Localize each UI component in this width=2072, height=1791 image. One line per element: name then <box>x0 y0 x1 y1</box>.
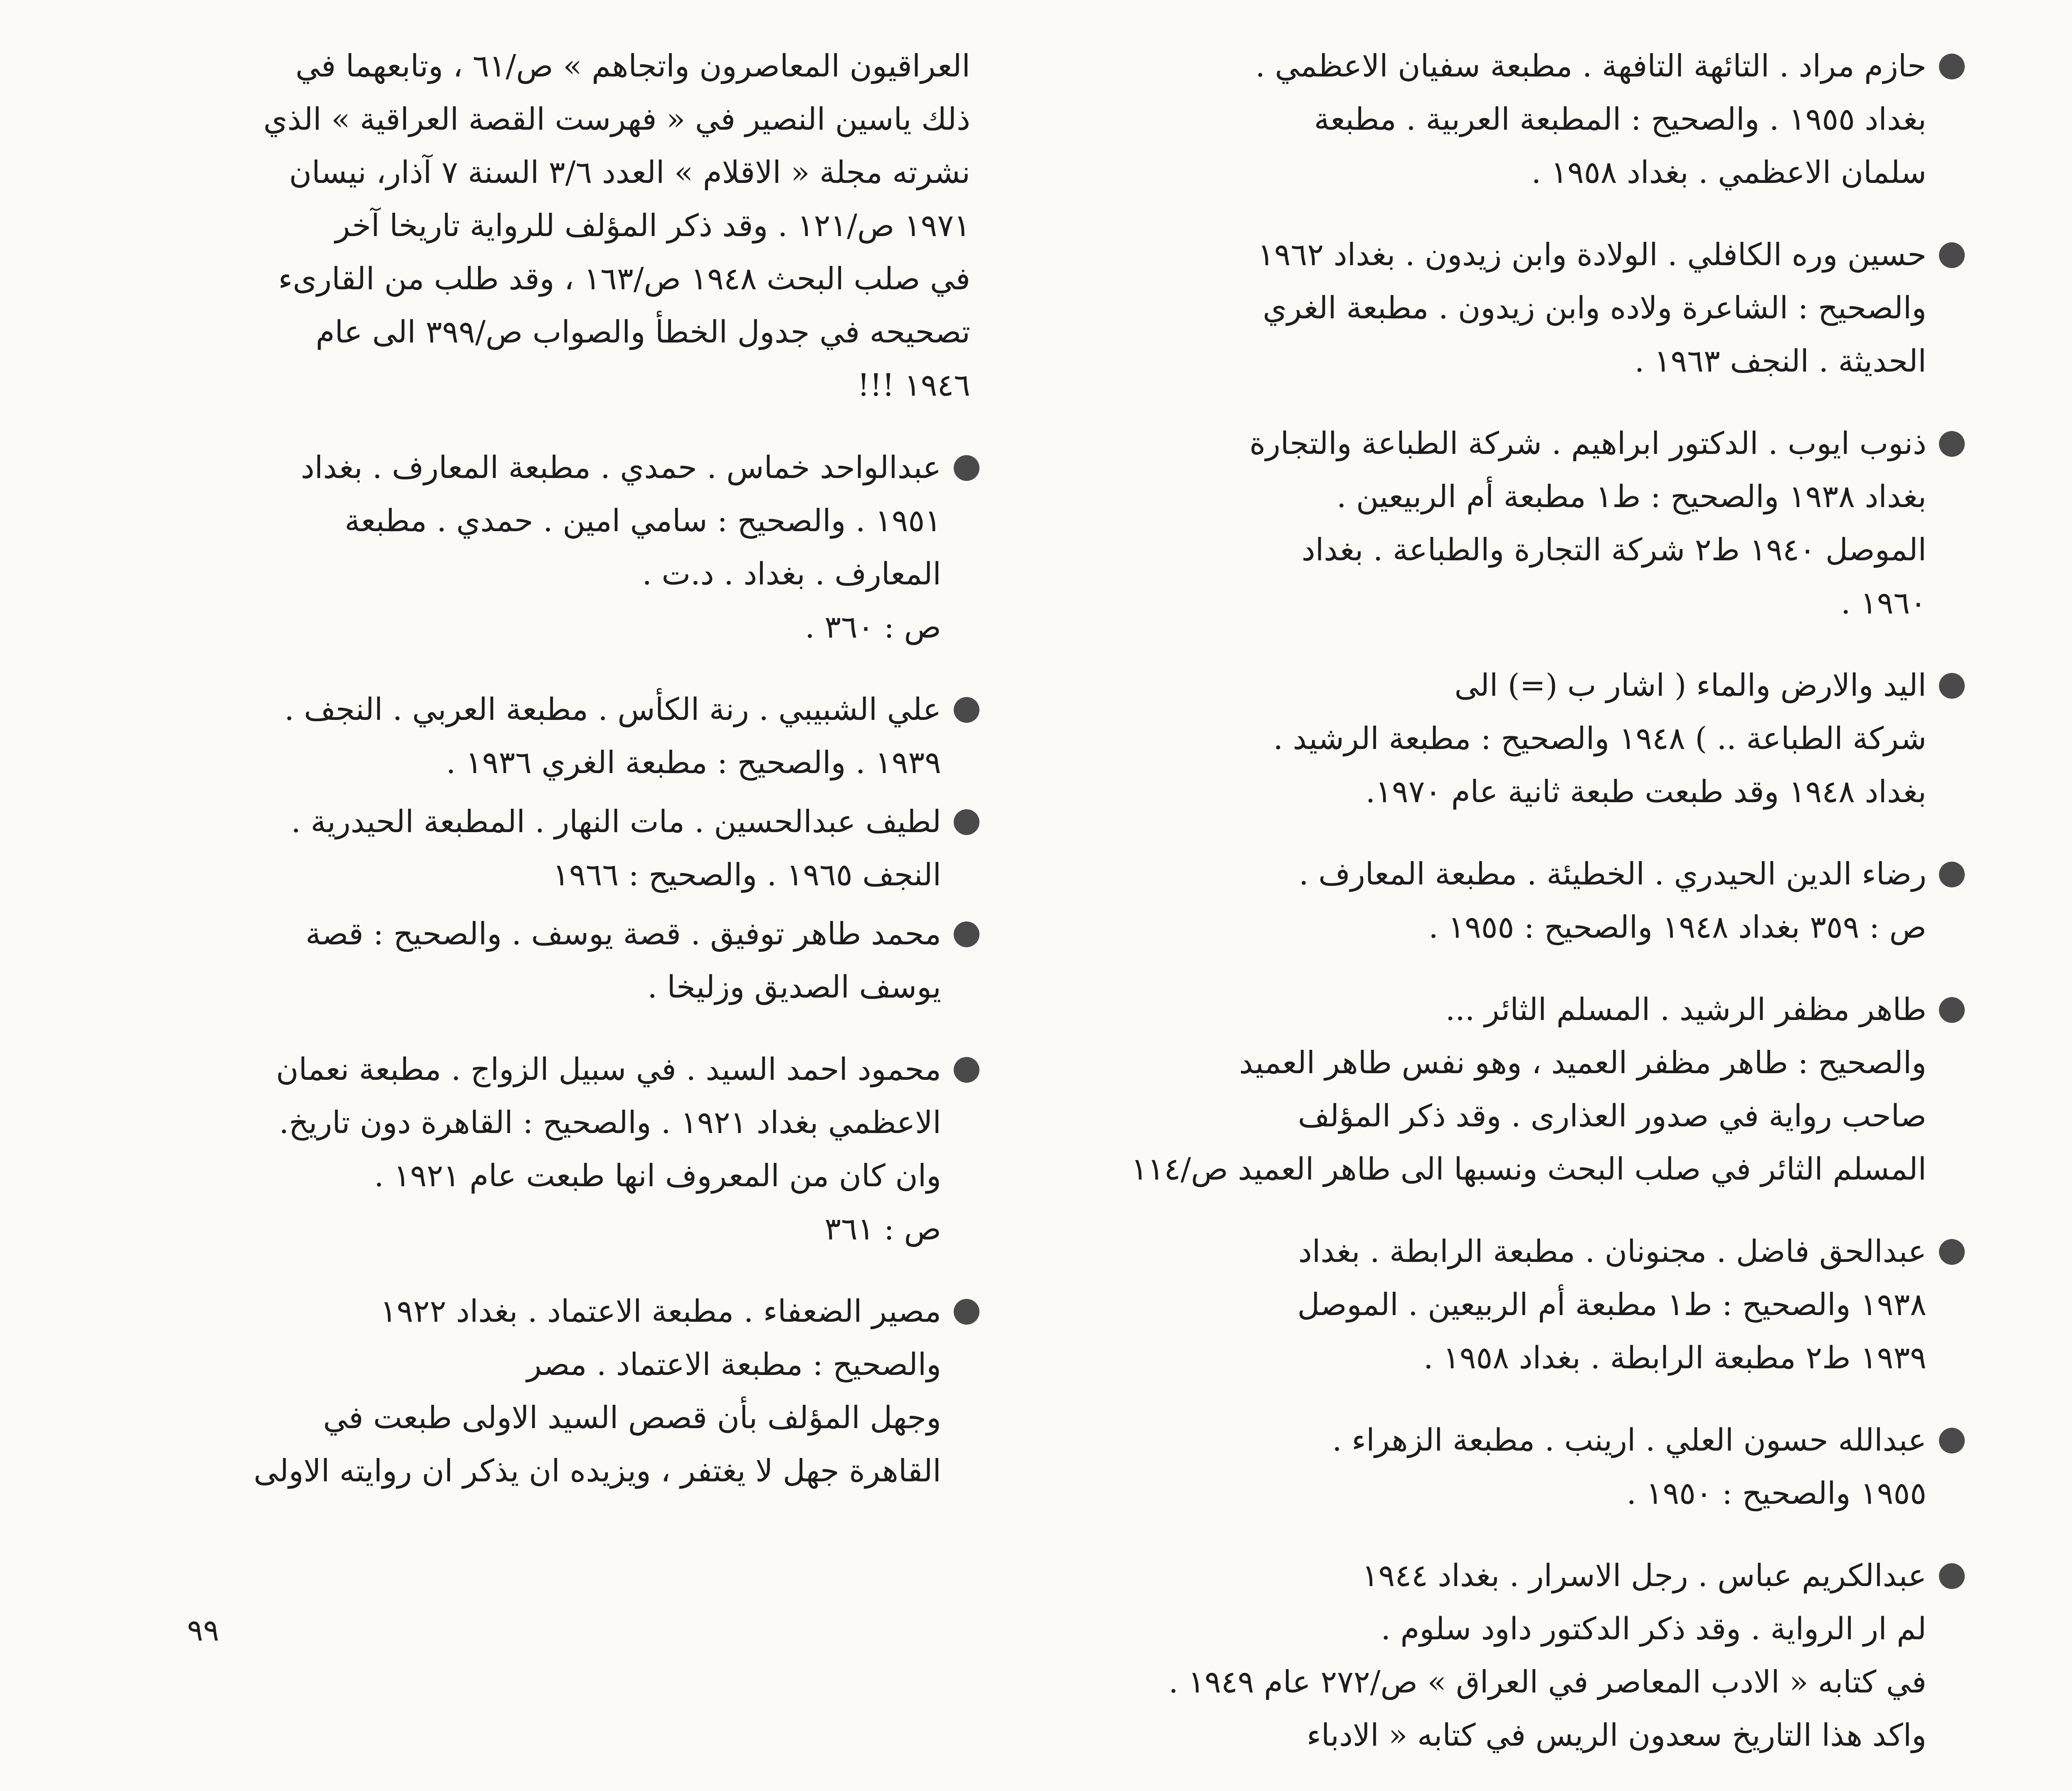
bullet-dot-icon <box>1939 1239 1965 1265</box>
bullet-dot-icon <box>1939 673 1965 699</box>
entry-text: ذنوب ايوب . الدكتور ابراهيم . شركة الطباعة والتجارة بغداد ١٩٣٨ والصحيح : ط١ مطبعة أم الربيعين . الموصل ١٩٤٠ ط٢ شركة التجارة والطباعة . بغداد ١٩٦٠ . <box>1249 426 1926 621</box>
bullet-dot-icon <box>954 1299 979 1325</box>
bibliography-entry <box>1016 417 1956 630</box>
entry-text: مصير الضعفاء . مطبعة الاعتماد . بغداد ١٩٢٢ والصحيح : مطبعة الاعتماد . مصر وجهل المؤلف بأن قصص السيد الاولى طبعت في القاهرة جهل لا يغتفر ، ويزيده ان يذكر ان روايته الاولى <box>254 1293 941 1489</box>
bibliography-entry <box>1016 983 1956 1196</box>
bibliography-entry <box>1016 659 1956 818</box>
entry-text: عبدالله حسون العلي . ارينب . مطبعة الزهراء . ١٩٥٥ والصحيح : ١٩٥٠ . <box>1332 1422 1926 1511</box>
entry-text: عبدالحق فاضل . مجنونان . مطبعة الرابطة . بغداد ١٩٣٨ والصحيح : ط١ مطبعة أم الربيعين . الموصل ١٩٣٩ ط٢ مطبعة الرابطة . بغداد ١٩٥٨ . <box>1297 1234 1926 1376</box>
entry-text: محمود احمد السيد . في سبيل الزواج . مطبعة نعمان الاعظمي بغداد ١٩٢١ . والصحيح : القاهرة دون تاريخ. وان كان من المعروف انها طبعت عام ١٩٢١ . ص : ٣٦١ <box>276 1052 941 1247</box>
bullet-dot-icon <box>1939 997 1965 1023</box>
bullet-dot-icon <box>954 455 979 481</box>
entry-text: حسين وره الكافلي . الولادة وابن زيدون . بغداد ١٩٦٢ والصحيح : الشاعرة ولاده وابن زيدون . مطبعة الغري الحديثة . النجف ١٩٦٣ . <box>1258 237 1926 379</box>
bibliography-entry <box>2 795 970 902</box>
bullet-dot-icon <box>1939 431 1965 457</box>
right-column <box>1016 39 1956 1791</box>
left-column <box>2 39 970 1527</box>
bibliography-entry <box>1016 1549 1956 1762</box>
bullet-dot-icon <box>1939 242 1965 268</box>
bullet-dot-icon <box>954 1057 979 1083</box>
entry-text: لطيف عبدالحسين . مات النهار . المطبعة الحيدرية . النجف ١٩٦٥ . والصحيح : ١٩٦٦ <box>291 804 941 893</box>
bullet-dot-icon <box>954 697 979 723</box>
entry-text: حازم مراد . التائهة التافهة . مطبعة سفيان الاعظمي . بغداد ١٩٥٥ . والصحيح : المطبعة العربية . مطبعة سلمان الاعظمي . بغداد ١٩٥٨ . <box>1255 48 1926 190</box>
entry-text: العراقيون المعاصرون واتجاهم » ص/٦١ ، وتابعهما في ذلك ياسين النصير في « فهرست القصة العراقية » الذي نشرته مجلة « الاقلام » العدد ٣/٦ السنة ٧ آذار، نيسان ١٩٧١ ص/١٢١ . وقد ذكر المؤلف للرواية تاريخا آخر في صلب البحث ١٩٤٨ ص/١٦٣ ، وقد طلب من القارىء تصحيحه في جدول الخطأ والصواب ص/٣٩٩ الى عام ١٩٤٦ !!! <box>263 48 970 403</box>
entry-text: عبدالكريم عباس . رجل الاسرار . بغداد ١٩٤٤ لم ار الرواية . وقد ذكر الدكتور داود سلوم . في كتابه « الادب المعاصر في العراق » ص/٢٧٢ عام ١٩٤٩ . واكد هذا التاريخ سعدون الريس في كتابه « الادباء <box>1168 1558 1926 1753</box>
bibliography-entry <box>2 683 970 789</box>
bibliography-entry <box>1016 228 1956 388</box>
entry-text: عبدالواحد خماس . حمدي . مطبعة المعارف . بغداد ١٩٥١ . والصحيح : سامي امين . حمدي . مطبعة المعارف . بغداد . د.ت . ص : ٣٦٠ . <box>301 450 941 645</box>
bibliography-entry <box>1016 847 1956 954</box>
bullet-dot-icon <box>1939 1563 1965 1589</box>
entry-text: رضاء الدين الحيدري . الخطيئة . مطبعة المعارف . ص : ٣٥٩ بغداد ١٩٤٨ والصحيح : ١٩٥٥ . <box>1299 856 1926 945</box>
bullet-dot-icon <box>954 921 979 947</box>
bibliography-entry <box>2 1043 970 1256</box>
entry-text: محمد طاهر توفيق . قصة يوسف . والصحيح : قصة يوسف الصديق وزليخا . <box>306 916 941 1005</box>
bibliography-entry <box>2 441 970 654</box>
bibliography-entry <box>2 1285 970 1498</box>
page-number: ٩٩ <box>187 1613 220 1648</box>
bullet-dot-icon <box>1939 1428 1965 1453</box>
entry-text: اليد والارض والماء ( اشار ب (=) الى شركة الطباعة .. ) ١٩٤٨ والصحيح : مطبعة الرشيد . بغداد ١٩٤٨ وقد طبعت طبعة ثانية عام ١٩٧٠. <box>1273 668 1926 810</box>
bibliography-entry <box>2 39 970 412</box>
bullet-dot-icon <box>1939 54 1965 79</box>
entry-text: علي الشبيبي . رنة الكأس . مطبعة العربي . النجف . ١٩٣٩ . والصحيح : مطبعة الغري ١٩٣٦ . <box>284 692 941 781</box>
bibliography-entry <box>2 907 970 1014</box>
bullet-dot-icon <box>954 809 979 835</box>
bibliography-entry <box>1016 1414 1956 1520</box>
bibliography-entry <box>1016 1225 1956 1385</box>
bibliography-entry <box>1016 39 1956 199</box>
bullet-dot-icon <box>1939 862 1965 887</box>
entry-text: طاهر مظفر الرشيد . المسلم الثائر ... والصحيح : طاهر مظفر العميد ، وهو نفس طاهر العميد صاحب رواية في صدور العذارى . وقد ذكر المؤلف المسلم الثائر في صلب البحث ونسبها الى طاهر العميد ص/١١٤ <box>1131 992 1926 1187</box>
